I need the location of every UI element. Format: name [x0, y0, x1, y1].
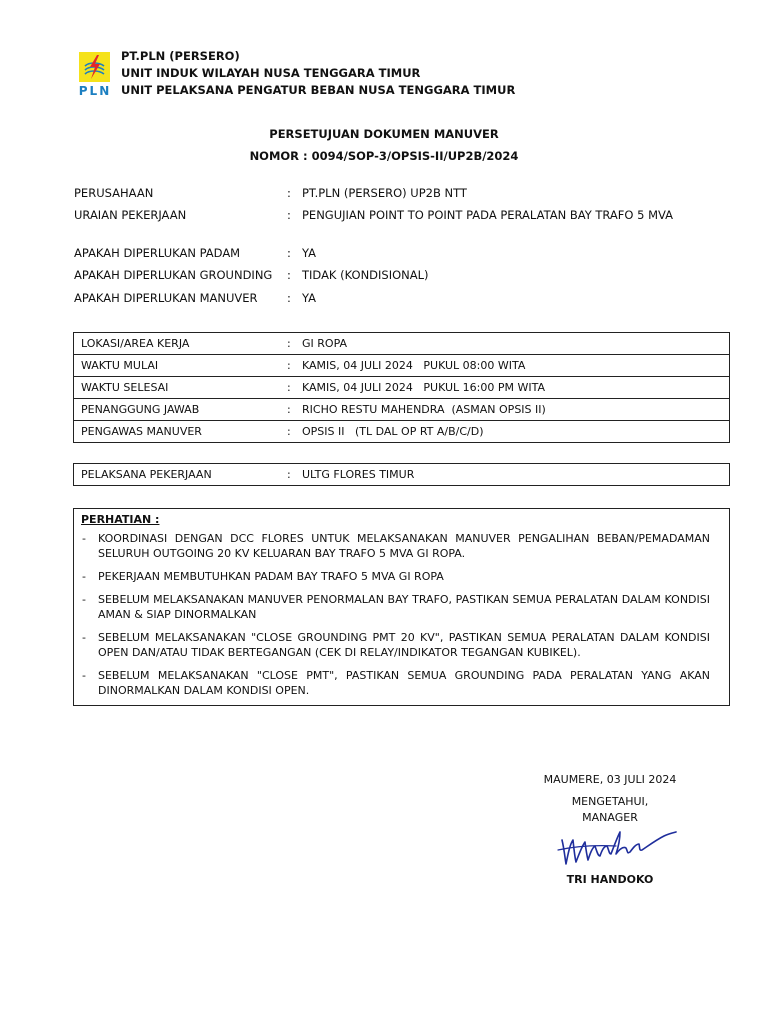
note-bullet: -: [82, 669, 86, 682]
executor-table: [73, 463, 730, 486]
notes-title: PERHATIAN :: [81, 513, 160, 526]
note-bullet: -: [82, 631, 86, 644]
row-value: KAMIS, 04 JULI 2024 PUKUL 08:00 WITA: [302, 359, 526, 372]
field-label: PERUSAHAAN: [74, 186, 154, 200]
note-bullet: -: [82, 570, 86, 583]
field-label: URAIAN PEKERJAAN: [74, 208, 187, 222]
note-item: [82, 569, 710, 584]
acknowledged-label: MENGETAHUI,: [571, 795, 649, 808]
field-label: APAKAH DIPERLUKAN PADAM: [74, 246, 241, 260]
field-value: PT.PLN (PERSERO) UP2B NTT: [302, 186, 467, 200]
signer-name: TRI HANDOKO: [566, 873, 654, 886]
row-label: LOKASI/AREA KERJA: [81, 337, 190, 350]
document-number: NOMOR : 0094/SOP-3/OPSIS-II/UP2B/2024: [249, 149, 519, 163]
row-value: KAMIS, 04 JULI 2024 PUKUL 16:00 PM WITA: [302, 381, 546, 394]
note-text: SEBELUM MELAKSANAKAN "CLOSE GROUNDING PMT 20 KV", PASTIKAN SEMUA PERALATAN DALAM KONDISI OPEN DAN/ATAU TIDAK BERTEGANGAN (CEK DI RELAY/INDIKATOR TEGANGAN KUBIKEL).: [98, 631, 710, 659]
signer-position: MANAGER: [582, 811, 638, 824]
note-bullet: -: [82, 593, 86, 606]
table-row: [74, 377, 729, 399]
field-value: PENGUJIAN POINT TO POINT PADA PERALATAN BAY TRAFO 5 MVA: [302, 208, 674, 222]
note-text: SEBELUM MELAKSANAKAN MANUVER PENORMALAN BAY TRAFO, PASTIKAN SEMUA PERALATAN DALAM KONDISI AMAN & SIAP DINORMALKAN: [98, 593, 710, 621]
field-colon: :: [287, 268, 291, 282]
note-text: SEBELUM MELAKSANAKAN "CLOSE PMT", PASTIKAN SEMUA GROUNDING PADA PERALATAN YANG AKAN DINORMALKAN DALAM KONDISI OPEN.: [98, 669, 710, 697]
work-details-table: [73, 332, 730, 443]
org-line-company: PT.PLN (PERSERO): [121, 49, 240, 63]
row-label: WAKTU MULAI: [81, 359, 159, 372]
field-colon: :: [287, 246, 291, 260]
field-colon: :: [287, 291, 291, 305]
note-text: KOORDINASI DENGAN DCC FLORES UNTUK MELAKSANAKAN MANUVER PENGALIHAN BEBAN/PEMADAMAN SELURUH OUTGOING 20 KV KELUARAN BAY TRAFO 5 MVA GI ROPA.: [98, 532, 710, 560]
table-row: [74, 464, 729, 485]
org-line-unit: UNIT PELAKSANA PENGATUR BEBAN NUSA TENGGARA TIMUR: [121, 83, 516, 97]
attention-notes: [73, 508, 730, 706]
row-label: PENGAWAS MANUVER: [81, 425, 202, 438]
note-text: PEKERJAAN MEMBUTUHKAN PADAM BAY TRAFO 5 MVA GI ROPA: [98, 570, 444, 583]
document-title: PERSETUJUAN DOKUMEN MANUVER: [269, 127, 499, 141]
field-label: APAKAH DIPERLUKAN GROUNDING: [74, 268, 273, 282]
row-colon: :: [287, 359, 291, 372]
table-row: [74, 399, 729, 421]
letterhead: [78, 48, 578, 98]
organization-name: [121, 48, 515, 99]
note-bullet: -: [82, 532, 86, 545]
note-item: [82, 592, 710, 622]
row-colon: :: [287, 425, 291, 438]
field-value: YA: [302, 246, 316, 260]
row-value: GI ROPA: [302, 337, 348, 350]
row-value: ULTG FLORES TIMUR: [302, 468, 415, 481]
row-label: WAKTU SELESAI: [81, 381, 169, 394]
note-item: [82, 668, 710, 698]
lightning-icon: [79, 52, 110, 82]
signature-image: [556, 826, 680, 870]
note-item: [82, 531, 710, 561]
table-row: [74, 421, 729, 442]
row-label: PENANGGUNG JAWAB: [81, 403, 200, 416]
row-colon: :: [287, 337, 291, 350]
note-item: [82, 630, 710, 660]
document-title-block: [0, 123, 768, 167]
table-row: [74, 355, 729, 377]
table-row: [74, 333, 729, 355]
field-colon: :: [287, 208, 291, 222]
field-label: APAKAH DIPERLUKAN MANUVER: [74, 291, 258, 305]
field-value: TIDAK (KONDISIONAL): [302, 268, 429, 282]
row-colon: :: [287, 468, 291, 481]
field-value: YA: [302, 291, 316, 305]
row-colon: :: [287, 381, 291, 394]
pln-logo: [78, 52, 112, 98]
row-value: RICHO RESTU MAHENDRA (ASMAN OPSIS II): [302, 403, 546, 416]
row-colon: :: [287, 403, 291, 416]
logo-text: PLN: [78, 84, 112, 98]
place-date: MAUMERE, 03 JULI 2024: [543, 773, 677, 786]
org-line-region: UNIT INDUK WILAYAH NUSA TENGGARA TIMUR: [121, 66, 421, 80]
row-value: OPSIS II (TL DAL OP RT A/B/C/D): [302, 425, 484, 438]
row-label: PELAKSANA PEKERJAAN: [81, 468, 212, 481]
field-colon: :: [287, 186, 291, 200]
